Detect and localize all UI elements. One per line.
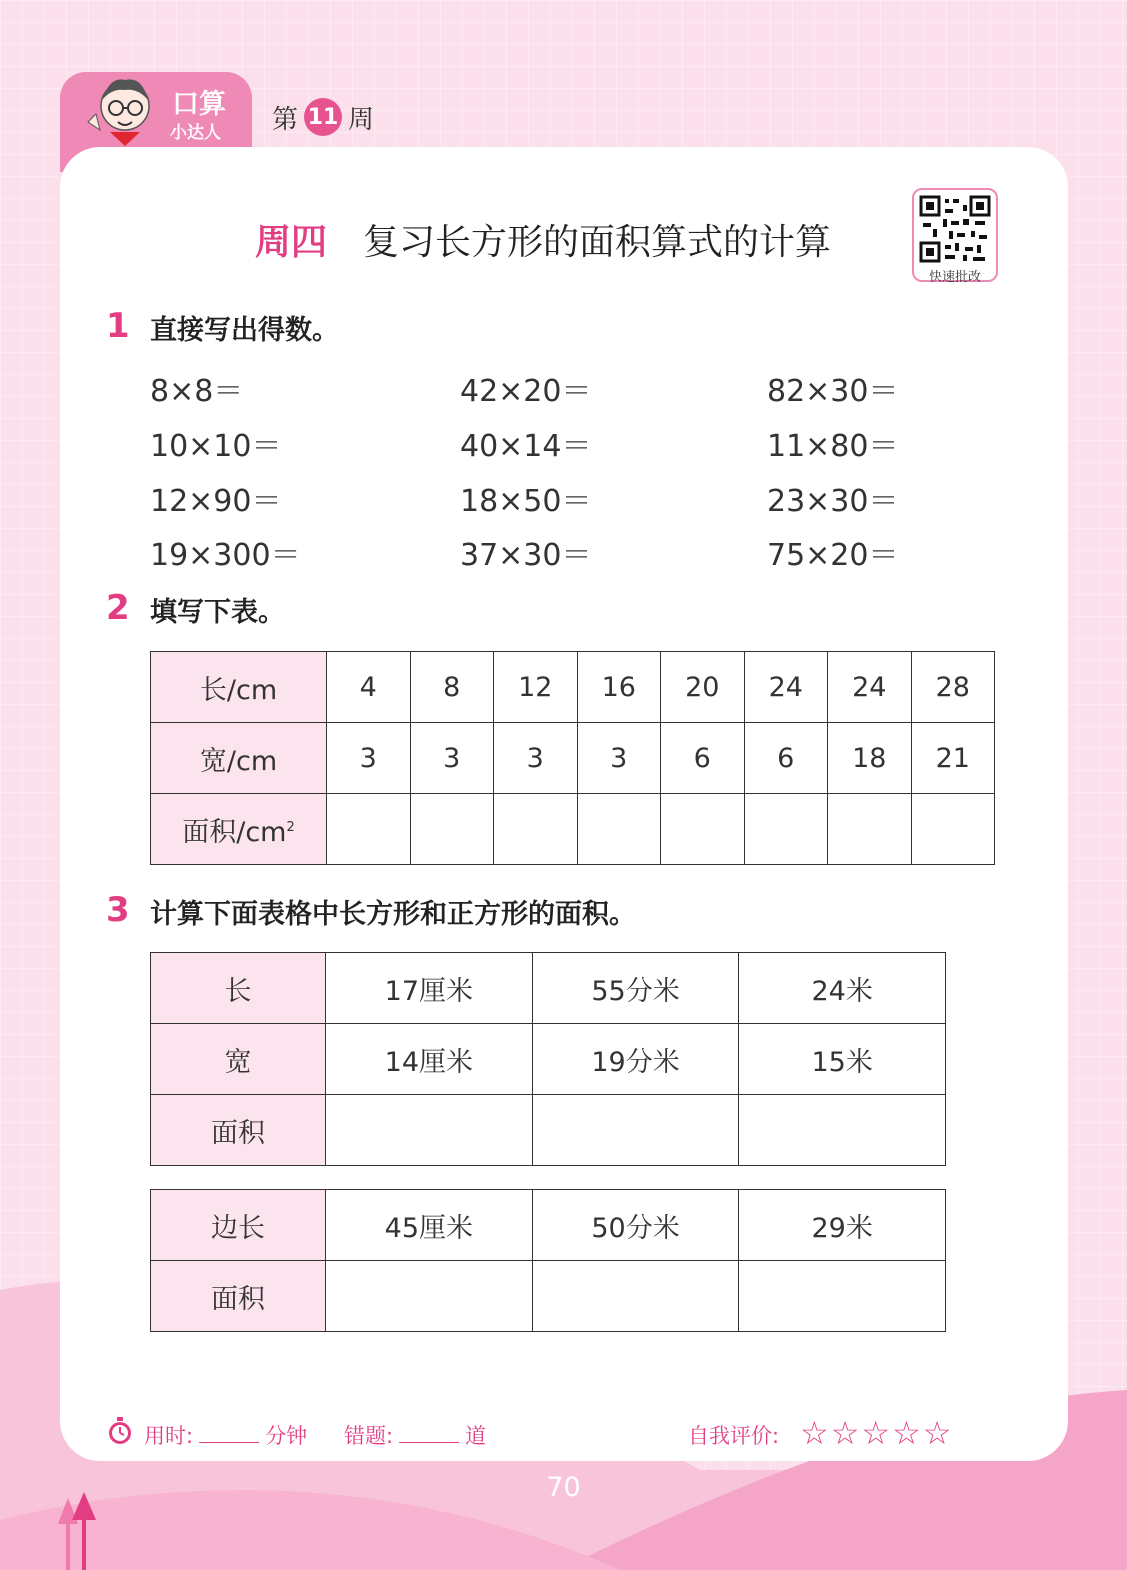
rect-width-header: 宽 — [151, 1024, 326, 1095]
section1-number: 1 — [106, 306, 130, 346]
square-side-header: 边长 — [151, 1190, 326, 1261]
length-cell: 4 — [327, 652, 411, 723]
rectangle-table — [150, 952, 946, 1166]
week-indicator — [272, 98, 374, 136]
section3-instruction: 计算下面表格中长方形和正方形的面积。 — [150, 899, 636, 930]
mascot-icon — [80, 70, 170, 152]
stopwatch-icon — [106, 1416, 134, 1446]
brand-title: 口算 — [172, 89, 226, 120]
rating-stars[interactable]: ☆☆☆☆☆ — [800, 1414, 954, 1452]
rect-length-cell: 24米 — [739, 953, 946, 1024]
square-area-answer-cell[interactable] — [326, 1261, 533, 1332]
problem: 82×30＝ — [767, 374, 899, 409]
problem: 42×20＝ — [460, 374, 592, 409]
area-answer-cell[interactable] — [828, 794, 912, 865]
rect-area-answer-cell[interactable] — [532, 1095, 739, 1166]
qr-code[interactable] — [912, 188, 998, 285]
square-area-answer-cell[interactable] — [532, 1261, 739, 1332]
problem: 23×30＝ — [767, 484, 899, 519]
area-answer-cell[interactable] — [494, 794, 578, 865]
width-row — [151, 723, 995, 794]
dimensions-table — [150, 651, 995, 865]
rect-width-row — [151, 1024, 946, 1095]
width-cell: 3 — [327, 723, 411, 794]
problem: 40×14＝ — [460, 429, 592, 464]
square-side-cell: 50分米 — [532, 1190, 739, 1261]
width-cell: 3 — [577, 723, 661, 794]
page-number: 70 — [546, 1472, 581, 1503]
rect-length-cell: 55分米 — [532, 953, 739, 1024]
errors-blank[interactable] — [399, 1424, 459, 1443]
area-answer-cell[interactable] — [911, 794, 995, 865]
length-cell: 8 — [410, 652, 494, 723]
time-used — [144, 1420, 307, 1450]
length-cell: 24 — [828, 652, 912, 723]
minutes-unit: 分钟 — [265, 1424, 308, 1448]
arrows-decoration-icon — [52, 1490, 102, 1570]
time-label: 用时: — [144, 1424, 194, 1448]
rect-length-cell: 17厘米 — [326, 953, 533, 1024]
week-prefix: 第 — [272, 104, 299, 135]
length-cell: 28 — [911, 652, 995, 723]
length-cell: 20 — [661, 652, 745, 723]
rect-area-answer-cell[interactable] — [739, 1095, 946, 1166]
title-text: 复习长方形的面积算式的计算 — [363, 222, 832, 263]
title-day: 周四 — [255, 222, 328, 263]
page-title — [255, 214, 831, 265]
area-answer-cell[interactable] — [577, 794, 661, 865]
square-table — [150, 1189, 946, 1332]
problem: 11×80＝ — [767, 429, 899, 464]
length-header: 长/cm — [151, 652, 327, 723]
square-area-header: 面积 — [151, 1261, 326, 1332]
qr-label: 快速批改 — [928, 270, 981, 285]
errors-label: 错题: — [344, 1424, 394, 1448]
width-cell: 3 — [494, 723, 578, 794]
length-row — [151, 652, 995, 723]
square-area-row — [151, 1261, 946, 1332]
length-cell: 12 — [494, 652, 578, 723]
area-header-exponent: 2 — [286, 819, 295, 835]
brand-subtitle: 小达人 — [170, 123, 221, 143]
width-cell: 6 — [661, 723, 745, 794]
area-row — [151, 794, 995, 865]
rect-area-answer-cell[interactable] — [326, 1095, 533, 1166]
width-cell: 3 — [410, 723, 494, 794]
width-cell: 18 — [828, 723, 912, 794]
rect-width-cell: 19分米 — [532, 1024, 739, 1095]
problem: 37×30＝ — [460, 538, 592, 573]
square-side-row — [151, 1190, 946, 1261]
error-count — [344, 1420, 486, 1450]
rect-width-cell: 15米 — [739, 1024, 946, 1095]
rect-area-header: 面积 — [151, 1095, 326, 1166]
square-area-answer-cell[interactable] — [739, 1261, 946, 1332]
area-answer-cell[interactable] — [327, 794, 411, 865]
section2-instruction: 填写下表。 — [150, 597, 285, 628]
rect-width-cell: 14厘米 — [326, 1024, 533, 1095]
area-answer-cell[interactable] — [410, 794, 494, 865]
width-cell: 6 — [744, 723, 828, 794]
length-cell: 24 — [744, 652, 828, 723]
section3-number: 3 — [106, 890, 130, 930]
week-suffix: 周 — [348, 104, 375, 135]
self-rating-label: 自我评价: — [688, 1424, 780, 1448]
width-header: 宽/cm — [151, 723, 327, 794]
rect-length-row — [151, 953, 946, 1024]
section2-number: 2 — [106, 588, 130, 628]
square-side-cell: 45厘米 — [326, 1190, 533, 1261]
problem: 12×90＝ — [150, 484, 282, 519]
time-blank[interactable] — [199, 1424, 259, 1443]
area-answer-cell[interactable] — [744, 794, 828, 865]
width-cell: 21 — [911, 723, 995, 794]
problem: 18×50＝ — [460, 484, 592, 519]
rect-area-row — [151, 1095, 946, 1166]
problem: 19×300＝ — [150, 538, 301, 573]
area-answer-cell[interactable] — [661, 794, 745, 865]
rect-length-header: 长 — [151, 953, 326, 1024]
problem: 8×8＝ — [150, 374, 244, 409]
errors-unit: 道 — [465, 1424, 487, 1448]
problem: 75×20＝ — [767, 538, 899, 573]
section1-instruction: 直接写出得数。 — [150, 315, 339, 346]
square-side-cell: 29米 — [739, 1190, 946, 1261]
area-header-label: 面积/cm — [182, 816, 287, 848]
problem: 10×10＝ — [150, 429, 282, 464]
length-cell: 16 — [577, 652, 661, 723]
week-number-badge: 11 — [304, 98, 342, 136]
area-header — [151, 794, 327, 865]
qr-code-icon — [919, 195, 991, 265]
